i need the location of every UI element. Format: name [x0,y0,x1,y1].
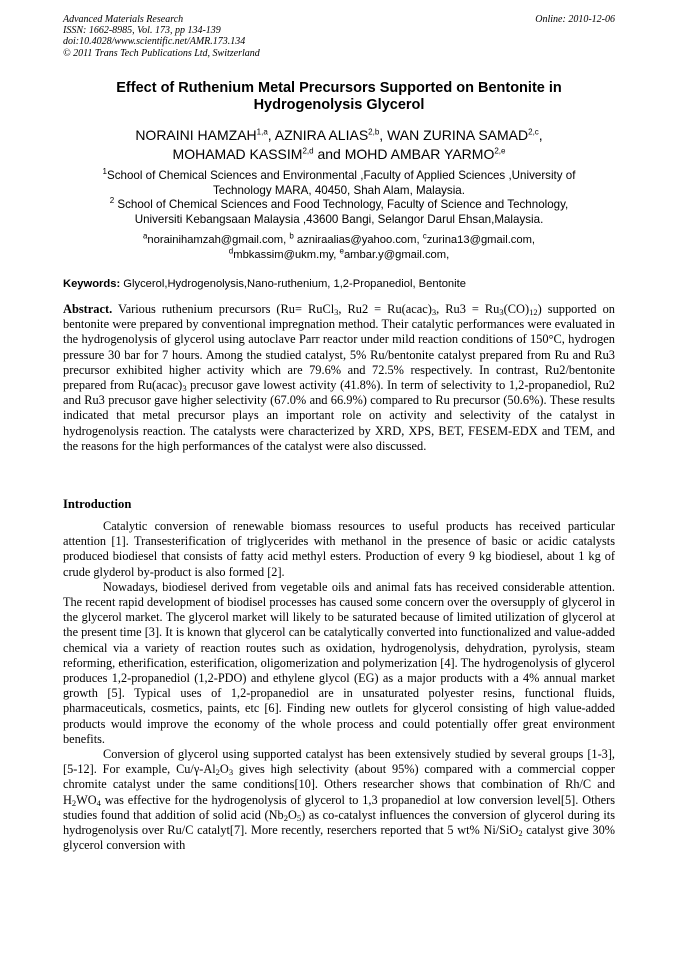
running-header [63,14,615,59]
subscript: 12 [529,307,538,317]
paragraph-text: gives high selectivity (about 95%) compared with a commercial copper chromite catalyst under the same conditions[10]. Others researcher shows that combination of Rh/C and H [63,762,615,807]
email-address: mbkassim@ukm.my, [233,248,340,261]
abstract-label: Abstract. [63,302,113,316]
subscript: 3 [499,307,504,317]
issn-line: ISSN: 1662-8985, Vol. 173, pp 134-139 [63,25,221,37]
affiliation-text: School of Chemical Sciences and Environmental ,Faculty of Applied Sciences ,University of [106,169,576,182]
affiliation-number: 2 [109,196,115,206]
author-affiliation-mark: 2,d [302,146,314,156]
subscript: 2 [518,828,523,839]
author-name: NORAINI HAMZAH [135,127,257,143]
subscript: 4 [96,797,101,808]
abstract-text: precusor gave lowest activity (41.8%). In term of selectivity to 1,2-propanediol, Ru2 and Ru3 precusor gave higher selectivity (67.0% and 66.9%) compared to Ru precursor (50.6%). These results indicated that metal precursor plays an important role on activity and selectivity of the catalyst in hydrogenolysis reaction. The catalysts were characterized by XRD, XPS, BET, FESEM-EDX and TEM, and the reasons for the high performances of the catalyst were also discussed. [63,378,616,453]
subscript: 3 [431,307,437,317]
affiliation-line: Technology MARA, 40450, Shah Alam, Malaysia. [213,183,465,197]
abstract-text: , Ru2 = Ru(acac) [338,302,432,316]
author-affiliation-mark: 2,e [494,146,506,156]
paragraph-text: O [287,807,297,822]
subscript: 2 [215,767,220,778]
paragraph: Nowadays, biodiesel derived from vegetable oils and animal fats has received considerable attention. The recent rapid development of biodisel processes has caused some concern over the oversupply of glycerol in the glycerol market. The glycerol market will likely to be saturated because of limited utilization of glycerol at the present time [3]. It is known that glycerol can be catalytically converted into functionalized and value-added chemical via a variety of reaction routes such as oxidation, hydrogenolysis, dehydration, pyrolysis, steam reforming, etherification, esterification, oligomerization and polymerization [4]. The hydrogenolysis of glycerol produces 1,2-propanediol (1,2-PDO) and ethylene glycol (EG) as a major products with a 4% annual market growth [5]. Typical uses of 1,2-propanediol are in unsaturated polyester resins, functional fluids, pharmaceuticals, cosmetics, paints, etc [6]. Finding new outlets for glycerol consisting of high value-added products would improve the economy of the whole process and could potentially offer great environment benefits. [63,579,615,746]
online-date: Online: 2010-12-06 [535,14,615,25]
introduction-body [63,519,615,853]
author-emails [63,233,615,262]
abstract-text: Various ruthenium precursors (Ru= RuCl [112,302,335,316]
copyright-line: © 2011 Trans Tech Publications Ltd, Switzerland [63,47,260,59]
subscript: 3 [228,767,234,778]
email-line [63,245,615,263]
subscript: 5 [296,812,302,823]
email-address: azniraalias@yahoo.com, [293,234,423,246]
affiliations [63,169,615,227]
paragraph-text: Conversion of glycerol using supported catalyst has been extensively studied by several groups [1-3], [5-12]. For example, Cu/γ-Al [63,747,615,777]
affiliation-line [63,198,615,213]
author-line [63,145,615,164]
email-mark: c [422,231,427,241]
introduction-heading: Introduction [63,497,132,511]
paragraph: Catalytic conversion of renewable biomass resources to useful products has received particular attention [1]. Transesterification of triglycerides with methanol in the presence of basic or acidic catalysts produced biodiesel that consists of fatty acid methyl esters. Production of every 9 kg biodiesel, about 1 kg of crude glyderol by-product is also formed [2]. [63,519,615,579]
journal-name: Advanced Materials Research [63,14,184,25]
abstract-text: ) supported on bentonite were prepared by conventional impregnation method. Their catalytic performances were evaluated in the hydrogenolysis of glycerol using autoclave Parr reactor under mild reaction conditions of 150°C, hydrogen pressure 30 bar for 7 hours. Among the studied catalyst, 5% Ru/bentonite catalyst prepared from Ru and Ru3 precursor exhibited higher activity which are 79.6% and 72.5% respectively. In contrast, Ru2/bentonite prepared from Ru(acac) [63,302,616,393]
email-address: zurina13@gmail.com, [426,234,536,246]
abstract-text: (CO) [503,302,530,316]
paragraph [63,747,615,853]
paper-title [63,80,615,114]
affiliation-number: 1 [102,167,107,177]
email-address: ambar.y@gmail.com, [343,248,450,261]
journal-info [63,14,615,59]
paragraph-text: was effective for the hydrogenolysis of glycerol to 1,3 propanediol at low conversion level[5]. Others studies found that addition of solid acid (Nb [63,792,615,822]
keywords-text: Glycerol,Hydrogenolysis,Nano-ruthenium, 1,2-Propanediol, Bentonite [120,278,466,290]
author-name: , AZNIRA ALIAS [267,127,369,143]
subscript: 2 [283,812,288,823]
paragraph-text: ) as co-catalyst influences the conversion of glycerol during its hydrogenolysis over Ru/C catalyt[7]. More recently, reserchers reported that 5 wt% Ni/SiO [63,807,616,838]
doi-line: doi:10.4028/www.scientific.net/AMR.173.134 [63,36,246,48]
email-mark: d [228,245,234,255]
affiliation-text: School of Chemical Sciences and Food Technology, Faculty of Science and Technology, [114,198,569,211]
author-line: NORAINI HAMZAH$^{1,a}$, AZNIRA ALIAS$^{2,b}$, WAN ZURINA SAMAD$^{2,c}$, [135,127,543,143]
author-name: and MOHD AMBAR YARMO [313,146,495,162]
abstract-text: , Ru3 = Ru [436,302,500,316]
email-mark: a [142,231,148,241]
subscript: 3 [182,383,187,394]
author-affiliation-mark: 1,a [256,127,268,137]
keywords [63,277,615,291]
subscript: 3 [334,307,339,317]
author-list [63,126,615,164]
email-address: norainihamzah@gmail.com, [147,234,290,246]
subscript: 2 [71,797,77,808]
title-line: Effect of Ruthenium Metal Precursors Supported on Bentonite in [116,80,562,96]
author-name: MOHAMAD KASSIM [172,146,303,162]
affiliation-line [63,169,615,184]
paragraph-text: O [219,762,229,777]
title-line: Hydrogenolysis Glycerol [253,97,425,113]
author-affiliation-mark: 2,c [528,127,539,137]
abstract [63,302,615,454]
paragraph-text: catalyst give 30% glycerol conversion with [63,823,615,853]
author-affiliation-mark: 2,b [368,127,380,137]
author-name: , WAN ZURINA SAMAD [379,127,529,143]
paragraph-text: WO [76,792,97,807]
affiliation-line: Universiti Kebangsaan Malaysia ,43600 Bangi, Selangor Darul Ehsan,Malaysia. [134,212,544,226]
keywords-label: Keywords: [63,278,121,290]
email-mark: e [339,245,344,255]
email-mark: b [289,231,294,241]
